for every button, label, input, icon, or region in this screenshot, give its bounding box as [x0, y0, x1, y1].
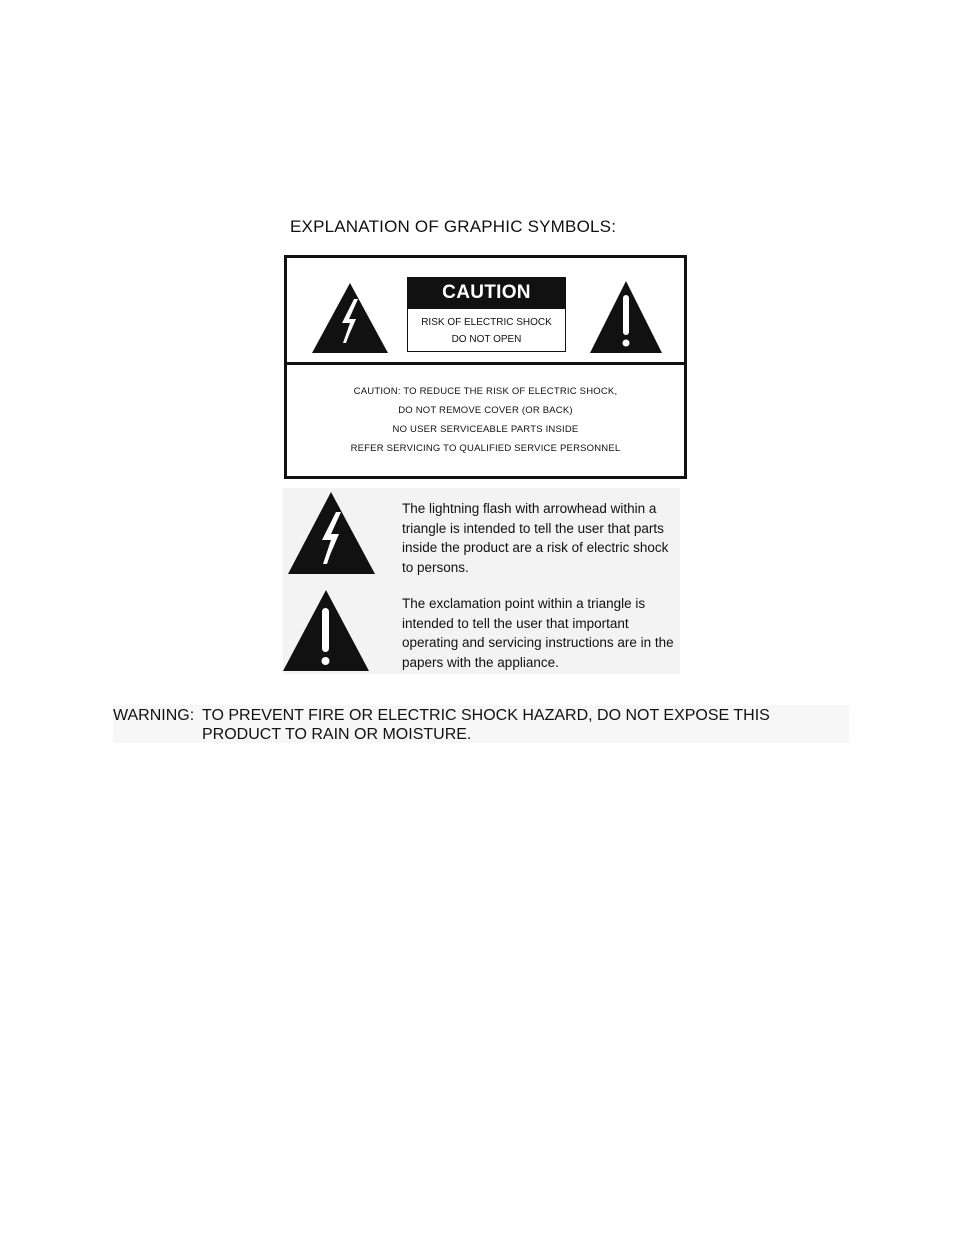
caution-label-title: CAUTION: [408, 277, 565, 309]
warning-label: WARNING:: [113, 707, 195, 724]
warning-text: TO PREVENT FIRE OR ELECTRIC SHOCK HAZARD, DO NOT EXPOSE THIS PRODUCT TO RAIN OR MOISTURE.: [202, 707, 770, 743]
caution-label: [407, 277, 566, 352]
lightning-triangle-icon: [312, 283, 388, 353]
caution-label-line-1: RISK OF ELECTRIC SHOCK: [421, 317, 552, 328]
caution-instructions: [287, 382, 684, 458]
symbol-explanations: [283, 488, 680, 674]
caution-text-line-3: NO USER SERVICEABLE PARTS INSIDE: [392, 424, 579, 435]
exclamation-symbol-description: The exclamation point within a triangle is intended to tell the user that important operating and servicing instructions are in the papers with the appliance.: [402, 596, 674, 670]
exclamation-triangle-icon: [283, 590, 369, 671]
caution-text-line-1: CAUTION: TO REDUCE THE RISK OF ELECTRIC SHOCK,: [353, 386, 618, 397]
exclamation-triangle-icon: [590, 281, 662, 353]
caution-box: [284, 255, 687, 479]
caution-label-line-2: DO NOT OPEN: [451, 334, 522, 345]
caution-text-line-4: REFER SERVICING TO QUALIFIED SERVICE PERSONNEL: [350, 443, 621, 454]
caution-header: [287, 258, 684, 365]
warning-notice: [113, 705, 849, 743]
lightning-triangle-icon: [288, 492, 375, 574]
lightning-symbol-description: The lightning flash with arrowhead within a triangle is intended to tell the user that parts inside the product are a risk of electric shock to persons.: [402, 501, 669, 575]
caution-text-line-2: DO NOT REMOVE COVER (OR BACK): [398, 405, 573, 416]
page-heading: EXPLANATION OF GRAPHIC SYMBOLS:: [290, 217, 617, 236]
